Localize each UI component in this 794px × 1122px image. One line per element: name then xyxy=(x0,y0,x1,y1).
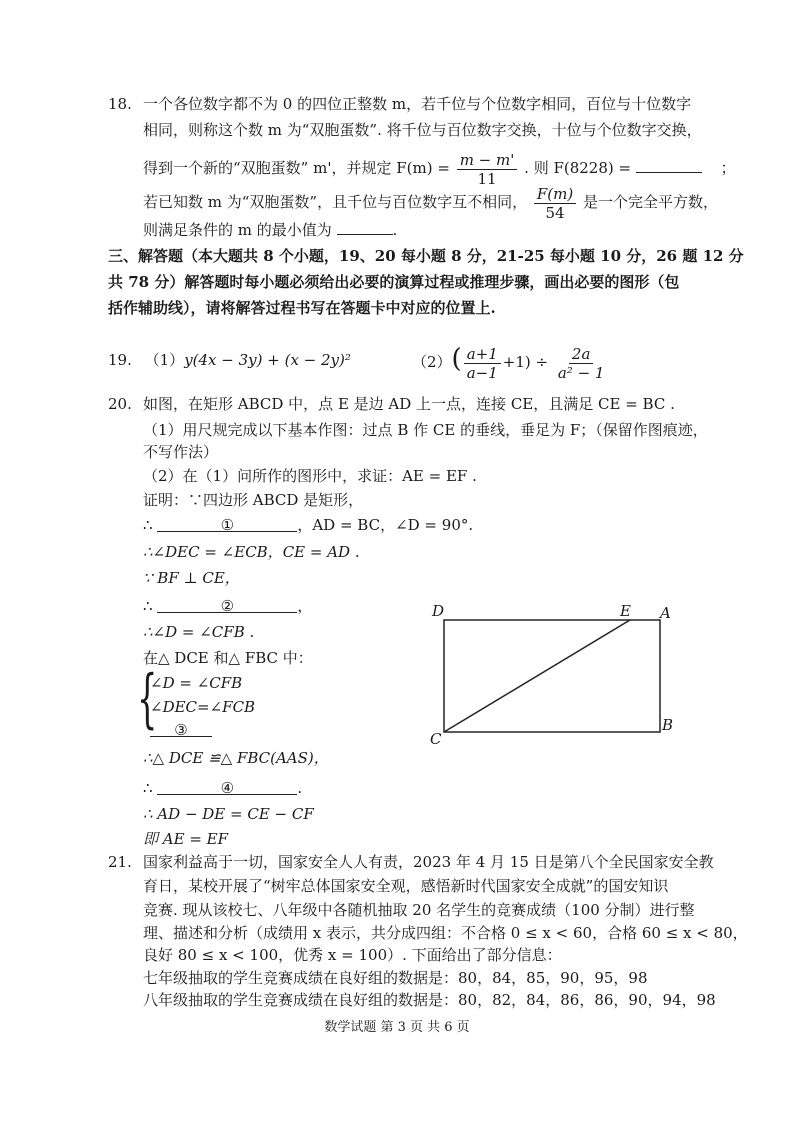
q21-line3: 竞赛. 现从该校七、八年级中各随机抽取 20 名学生的竞赛成绩（100 分制）进行整 xyxy=(143,901,695,919)
page-footer: 数学试题 第 3 页 共 6 页 xyxy=(324,1020,470,1035)
q20-proof-step4-end: ， xyxy=(297,597,313,615)
q20-therefore-1: ∴ xyxy=(143,516,153,534)
q20-blank-1[interactable]: ① xyxy=(157,515,297,532)
q19-fraction-1-den: a−1 xyxy=(466,363,498,382)
q18-fraction-den: 11 xyxy=(477,169,497,188)
q19-part2-label: （2） xyxy=(412,353,452,371)
q18-fraction-num: m − m' xyxy=(457,151,518,170)
q20-therefore-2: ∴ xyxy=(143,597,153,615)
q20-proof-step9: ∴ AD − DE = CE − CF xyxy=(143,805,314,823)
q18-fraction-fm-num: F(m) xyxy=(534,185,576,204)
q20-line4: （2）在（1）问所作的图形中，求证：AE = EF . xyxy=(143,467,477,485)
q18-line4-end: 是一个完全平方数， xyxy=(583,193,719,211)
q18-line3-end: ； xyxy=(720,159,736,177)
q18-line1: 一个各位数字都不为 0 的四位正整数 m，若千位与个位数字相同，百位与十位数字 xyxy=(143,95,692,113)
label-c: C xyxy=(430,730,442,748)
q21-line5: 良好 80 ≤ x < 100，优秀 x = 100）. 下面给出了部分信息： xyxy=(143,946,562,964)
q18-line4-text: 若已知数 m 为“双胞蛋数”，且千位与百位数字互不相同， xyxy=(143,193,528,211)
q19-row xyxy=(108,340,351,380)
q20-blank-4[interactable]: ④ xyxy=(157,778,297,795)
segment-ce xyxy=(444,620,630,732)
q18-line5-text: 则满足条件的 m 的最小值为 xyxy=(143,221,332,239)
q20-blank-2[interactable]: ② xyxy=(157,596,297,613)
q19-part2 xyxy=(412,336,609,385)
q20-proof-step1 xyxy=(143,515,473,535)
q18-answer-blank-1[interactable] xyxy=(636,156,702,173)
q21-number: 21. xyxy=(108,853,132,871)
q20-system-eq3 xyxy=(150,720,212,740)
q20-proof-step2: ∴∠DEC = ∠ECB，CE = AD . xyxy=(143,543,360,561)
q20-proof-step1-text: ，AD = BC，∠D = 90°. xyxy=(297,516,474,534)
q20-proof-step4 xyxy=(143,596,312,616)
q18-answer-blank-2[interactable] xyxy=(337,218,393,235)
q19-fraction-2-den: a² − 1 xyxy=(557,363,605,382)
q18-fraction-fm xyxy=(534,185,576,222)
q20-proof-step8-end: . xyxy=(297,779,303,797)
q20-proof-conclusion: 即 AE = EF xyxy=(143,830,229,848)
q20-proof-start: 证明：∵四边形 ABCD 是矩形， xyxy=(143,491,364,509)
q20-rectangle-figure xyxy=(420,598,690,748)
q18-fraction-fm-den: 54 xyxy=(545,203,565,222)
section3-line1: 三、解答题（本大题共 8 个小题，19、20 每小题 8 分，21-25 每小题 10 分，26 题 12 分 xyxy=(108,247,744,265)
section3-line2: 共 78 分）解答题时每小题必须给出必要的演算过程或推理步骤，画出必要的图形（包 xyxy=(108,273,680,291)
q19-part2-paren: ( xyxy=(451,344,462,374)
q20-proof-step6: 在△ DCE 和△ FBC 中： xyxy=(143,649,313,667)
q21-grade8-data: 八年级抽取的学生竞赛成绩在良好组的数据是：80，82，84，86，86，90，94，98 xyxy=(143,991,716,1009)
q18-line2: 相同，则称这个数 m 为“双胞蛋数”. 将千位与百位数字交换，十位与个位数字交换， xyxy=(143,121,702,139)
q19-fraction-1 xyxy=(464,345,501,382)
q21-line1: 国家利益高于一切，国家安全人人有责，2023 年 4 月 15 日是第八个全民国家安全教 xyxy=(143,853,714,871)
q21-line4: 理、描述和分析（成绩用 x 表示，共分成四组：不合格 0 ≤ x < 60，合格 60 ≤ x < 80， xyxy=(143,924,748,942)
q20-system-eq1: ∠D = ∠CFB xyxy=(150,674,243,692)
q21-line2: 育日，某校开展了“树牢总体国家安全观，感悟新时代国家安全成就”的国安知识 xyxy=(143,877,669,895)
label-b: B xyxy=(662,716,674,734)
q21-grade7-data: 七年级抽取的学生竞赛成绩在良好组的数据是：80，84，85，90，95，98 xyxy=(143,969,648,987)
q20-line3: 不写作法） xyxy=(143,443,219,461)
q18-number: 18. xyxy=(108,95,132,113)
section3-line3: 括作辅助线），请将解答过程书写在答题卡中对应的位置上. xyxy=(108,299,496,317)
q19-part2-mid: +1) ÷ xyxy=(502,353,549,371)
q20-system-brace: { xyxy=(137,662,158,736)
label-e: E xyxy=(620,602,631,620)
q20-proof-step7: ∴△ DCE ≌△ FBC(AAS)， xyxy=(143,749,329,767)
q20-line2: （1）用尺规完成以下基本作图：过点 B 作 CE 的垂线，垂足为 F；（保留作图痕迹， xyxy=(143,421,708,439)
q19-part1-label: （1） xyxy=(144,351,185,369)
q20-proof-step5: ∴∠D = ∠CFB . xyxy=(143,623,255,641)
q18-line3-f8228: . 则 F(8228) = xyxy=(524,159,632,177)
q20-number: 20. xyxy=(108,395,132,413)
q19-fraction-2 xyxy=(555,345,608,382)
q18-line3-text: 得到一个新的“双胞蛋数” m'，并规定 F(m) = xyxy=(143,159,450,177)
q20-therefore-4: ∴ xyxy=(143,779,153,797)
q18-line5-end: . xyxy=(392,221,398,239)
q20-system-eq2: ∠DEC=∠FCB xyxy=(150,698,256,716)
q20-proof-step8 xyxy=(143,778,302,798)
rectangle-abcd xyxy=(444,620,660,732)
q20-proof-step3: ∵ BF ⊥ CE， xyxy=(143,569,240,587)
label-d: D xyxy=(432,602,445,620)
q20-line1: 如图，在矩形 ABCD 中，点 E 是边 AD 上一点，连接 CE，且满足 CE = BC . xyxy=(143,395,675,413)
q19-fraction-1-num: a+1 xyxy=(464,345,501,364)
q20-blank-3[interactable]: ③ xyxy=(150,720,212,737)
q19-part1-expression: y(4x − 3y) + (x − 2y)² xyxy=(184,351,351,369)
q19-number: 19. xyxy=(108,351,132,369)
label-a: A xyxy=(660,604,671,622)
q18-line5 xyxy=(143,218,397,240)
q19-fraction-2-num: 2a xyxy=(569,345,594,364)
q18-line4 xyxy=(143,182,718,222)
